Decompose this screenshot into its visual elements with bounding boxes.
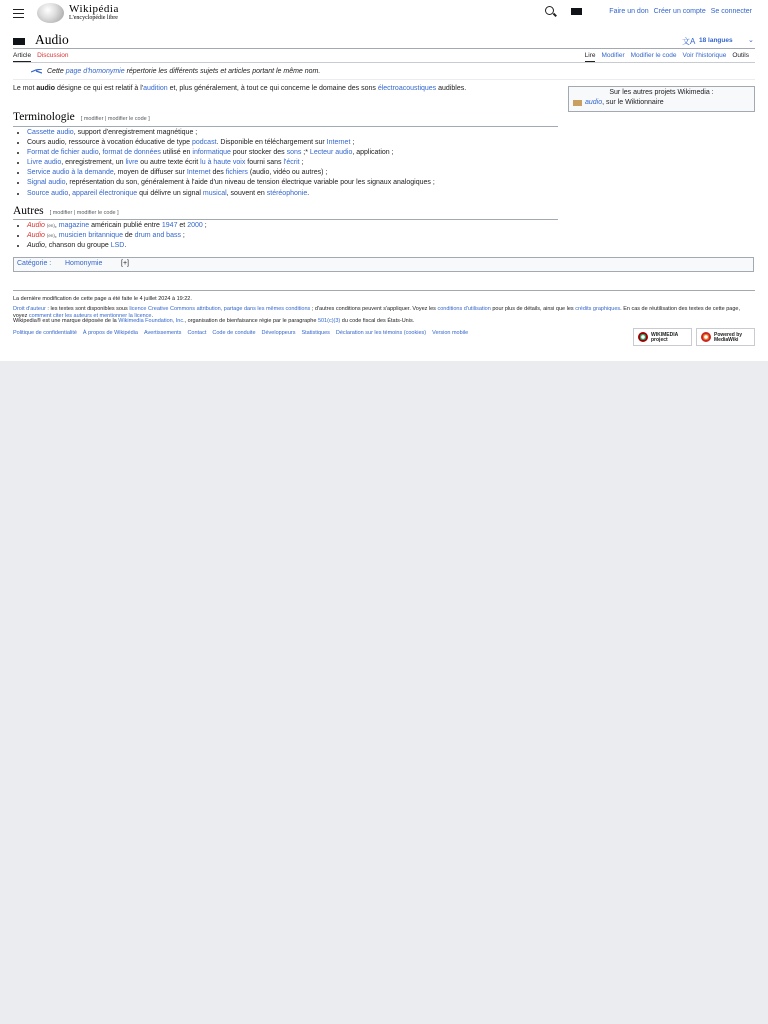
section-heading-terminologie xyxy=(13,111,150,123)
namespace-tabs xyxy=(13,52,75,59)
mediawiki-icon xyxy=(701,332,711,342)
list-link[interactable]: Lecteur audio xyxy=(309,149,353,157)
list-link[interactable]: 1947 xyxy=(161,222,178,229)
footer-link[interactable]: crédits graphiques xyxy=(575,306,621,312)
wiktionary-icon xyxy=(573,100,582,106)
list-item: • Audio (en), magazine américain publié entre 1947 et 2000 ; xyxy=(27,221,207,231)
footer-divider xyxy=(13,290,755,291)
footer-lastmod: La dernière modification de cette page a été faite le 4 juillet 2024 à 19:22. xyxy=(13,296,192,302)
category-box xyxy=(13,257,754,272)
intro-bold: audio xyxy=(36,85,56,92)
footer-link[interactable]: licence Creative Commons attribution, partage dans les mêmes conditions xyxy=(129,306,311,312)
list-item: • Format de fichier audio, format de données utilisé en informatique pour stocker des sons ;* Lecteur audio, application ; xyxy=(27,148,435,158)
footer-text: Wikipedia® est une marque déposée de la xyxy=(13,318,119,324)
search-icon[interactable] xyxy=(545,6,554,15)
footer-link-contact[interactable]: Contact xyxy=(187,330,207,336)
footer-link-disclaimers[interactable]: Avertissements xyxy=(143,330,182,336)
mediawiki-badge-text: Powered by MediaWiki xyxy=(714,332,743,343)
appearance-icon[interactable] xyxy=(571,8,582,15)
list-redlink[interactable]: Audio xyxy=(27,222,45,229)
list-link[interactable]: Livre audio xyxy=(27,159,62,167)
intro-paragraph xyxy=(13,84,558,94)
view-tabs xyxy=(585,52,755,59)
footer-text: du code fiscal des États-Unis. xyxy=(340,318,415,324)
footer-link[interactable]: 501(c)(3) xyxy=(317,318,341,324)
footer-link-developers[interactable]: Développeurs xyxy=(261,330,296,336)
list-link[interactable]: Cassette audio xyxy=(27,129,74,136)
lang-sup[interactable]: (en) xyxy=(46,223,55,228)
list-item: • Audio, chanson du groupe LSD. xyxy=(27,241,207,251)
tab-read[interactable]: Lire xyxy=(585,52,596,62)
personal-links xyxy=(604,8,752,15)
category-link[interactable]: Homonymie xyxy=(65,260,103,267)
tab-history[interactable]: Voir l'historique xyxy=(682,52,727,59)
list-link[interactable]: Signal audio xyxy=(27,179,66,187)
tab-discussion[interactable]: Discussion xyxy=(37,52,69,59)
list-link[interactable]: LSD xyxy=(110,242,125,250)
create-account-link[interactable]: Créer un compte xyxy=(653,8,706,15)
language-icon[interactable]: 文A xyxy=(682,37,696,46)
intro-text: et, plus généralement, à tout ce qui concerne le domaine des sons xyxy=(167,85,378,92)
list-link[interactable]: musical xyxy=(202,189,227,197)
list-item: • Cours audio, ressource à vocation éducative de type podcast. Disponible en téléchargement sur Internet ; xyxy=(27,138,435,148)
wikimedia-badge-text: WIKIMEDIA project xyxy=(651,332,679,343)
footer-link-privacy[interactable]: Politique de confidentialité xyxy=(13,330,77,336)
wordmark[interactable]: Wikipédia xyxy=(69,3,119,15)
disambiguation-icon xyxy=(31,69,42,74)
footer-link-code-of-conduct[interactable]: Code de conduite xyxy=(212,330,256,336)
list-item: • Cassette audio, support d'enregistrement magnétique ; xyxy=(27,128,435,138)
page xyxy=(0,0,768,361)
footer-trademark xyxy=(13,318,753,325)
footer-link-statistics[interactable]: Statistiques xyxy=(301,330,330,336)
footer-link[interactable]: Wikimedia Foundation, Inc. xyxy=(118,318,185,324)
category-expand[interactable]: [+] xyxy=(121,260,129,267)
list-link[interactable]: Format de fichier audio xyxy=(27,149,99,157)
hatnote xyxy=(47,68,320,75)
wiktionary-link[interactable]: audio xyxy=(585,99,603,106)
footer-text: , organisation de bienfaisance régie par le paragraphe xyxy=(184,318,318,324)
tab-edit-source[interactable]: Modifier le code xyxy=(630,52,677,59)
list-item: • Source audio, appareil électronique qui délivre un signal musical, souvent en stéréophonie. xyxy=(27,189,435,199)
list-link[interactable]: magazine xyxy=(58,222,90,229)
list-link[interactable]: lu à haute voix xyxy=(200,159,246,167)
sister-box-text: , sur le Wiktionnaire xyxy=(602,99,664,106)
wikimedia-icon xyxy=(638,332,648,342)
hatnote-divider xyxy=(13,79,755,80)
list-link[interactable]: Service audio à la demande xyxy=(27,169,114,177)
hatnote-link[interactable]: page d'homonymie xyxy=(65,68,125,75)
list-link[interactable]: drum and bass xyxy=(134,232,181,240)
title-divider xyxy=(13,48,755,49)
list-item: • Livre audio, enregistrement, un livre ou autre texte écrit lu à haute voix fourni sans l'écrit ; xyxy=(27,158,435,168)
list-link[interactable]: 2000 xyxy=(187,222,203,229)
intro-link[interactable]: électroacoustiques xyxy=(377,85,437,92)
tab-tools[interactable]: Outils xyxy=(732,52,749,59)
section-divider xyxy=(13,126,558,127)
section-divider xyxy=(13,219,558,220)
sister-projects-box xyxy=(568,86,755,112)
section-heading-text: Autres xyxy=(13,205,44,217)
category-label[interactable]: Catégorie : xyxy=(17,260,52,267)
footer-link-mobile[interactable]: Version mobile xyxy=(432,330,469,336)
list-link[interactable]: informatique xyxy=(192,149,231,157)
footer-link-cookies[interactable]: Déclaration sur les témoins (cookies) xyxy=(335,330,427,336)
hatnote-text-end: répertorie les différents sujets et articles portant le même nom. xyxy=(124,68,321,75)
list-item: • Signal audio, représentation du son, généralement à l'aide d'un niveau de tension électrique variable pour les signaux analogiques ; xyxy=(27,178,435,188)
list-link[interactable]: musicien britannique xyxy=(58,232,123,240)
tab-article[interactable]: Article xyxy=(13,52,31,62)
list-link[interactable]: Internet xyxy=(326,139,351,147)
list-redlink[interactable]: Audio xyxy=(27,232,45,240)
page-title: Audio xyxy=(35,32,69,47)
section-heading-text: Terminologie xyxy=(13,111,75,123)
list-link[interactable]: livre xyxy=(125,159,139,167)
list-link[interactable]: l'écrit xyxy=(283,159,300,167)
footer-link-about[interactable]: À propos de Wikipédia xyxy=(82,330,138,336)
list-link[interactable]: podcast xyxy=(192,139,217,147)
list-link[interactable]: format de données xyxy=(102,149,161,157)
header xyxy=(0,0,768,26)
footer-link[interactable]: Droit d'auteur xyxy=(13,306,46,312)
wikimedia-badge[interactable] xyxy=(633,328,692,346)
footer-text: . xyxy=(151,312,154,319)
terminology-list xyxy=(13,128,435,199)
tab-edit[interactable]: Modifier xyxy=(601,52,625,59)
login-link[interactable]: Se connecter xyxy=(710,8,752,15)
footer-text: ; d'autres conditions peuvent s'appliquer. Voyez les xyxy=(310,306,438,312)
footer-text: pour plus de détails, ainsi que les xyxy=(490,306,576,312)
intro-link[interactable]: audition xyxy=(143,85,168,92)
list-link[interactable]: stéréophonie xyxy=(266,189,308,197)
wikipedia-logo-icon[interactable] xyxy=(37,3,64,23)
footer-text: : les textes sont disponibles sous xyxy=(45,306,130,312)
list-link[interactable]: Source audio xyxy=(27,189,69,197)
footer-text: . En cas de réutilisation des textes de cette page, voyez xyxy=(13,306,741,319)
autres-list xyxy=(13,221,207,251)
tagline: L'encyclopédie libre xyxy=(69,15,118,21)
language-button[interactable]: 18 langues xyxy=(699,37,733,44)
footer-link[interactable]: comment citer les auteurs et mentionner la licence xyxy=(28,312,152,319)
hatnote-text: Cette xyxy=(47,68,66,75)
footer-links xyxy=(13,330,474,336)
intro-text: audibles. xyxy=(436,85,467,92)
list-item: • Audio (en), musicien britannique de drum and bass ; xyxy=(27,231,207,241)
mediawiki-badge[interactable] xyxy=(696,328,755,346)
donate-link[interactable]: Faire un don xyxy=(609,8,649,15)
section-edit-links[interactable]: [ modifier | modifier le code ] xyxy=(80,116,150,122)
list-item: • Service audio à la demande, moyen de diffuser sur Internet des fichiers (audio, vidéo ou autres) ; xyxy=(27,168,435,178)
toc-icon[interactable] xyxy=(13,38,25,45)
intro-text: désigne ce qui est relatif à l' xyxy=(55,85,144,92)
list-link[interactable]: fichiers xyxy=(225,169,248,177)
tabs-divider xyxy=(13,62,755,63)
list-link[interactable]: Internet xyxy=(186,169,211,177)
lang-sup[interactable]: (en) xyxy=(46,233,55,239)
menu-icon[interactable] xyxy=(13,9,24,18)
footer-link[interactable]: conditions d'utilisation xyxy=(437,306,491,312)
list-link[interactable]: sons xyxy=(286,149,302,157)
sister-box-title: Sur les autres projets Wikimedia : xyxy=(609,89,714,96)
chevron-down-icon[interactable]: ⌄ xyxy=(748,37,754,44)
list-link[interactable]: appareil électronique xyxy=(72,189,138,197)
intro-text: Le mot xyxy=(13,85,37,92)
section-heading-autres xyxy=(13,205,119,217)
section-edit-links[interactable]: [ modifier | modifier le code ] xyxy=(49,210,119,216)
